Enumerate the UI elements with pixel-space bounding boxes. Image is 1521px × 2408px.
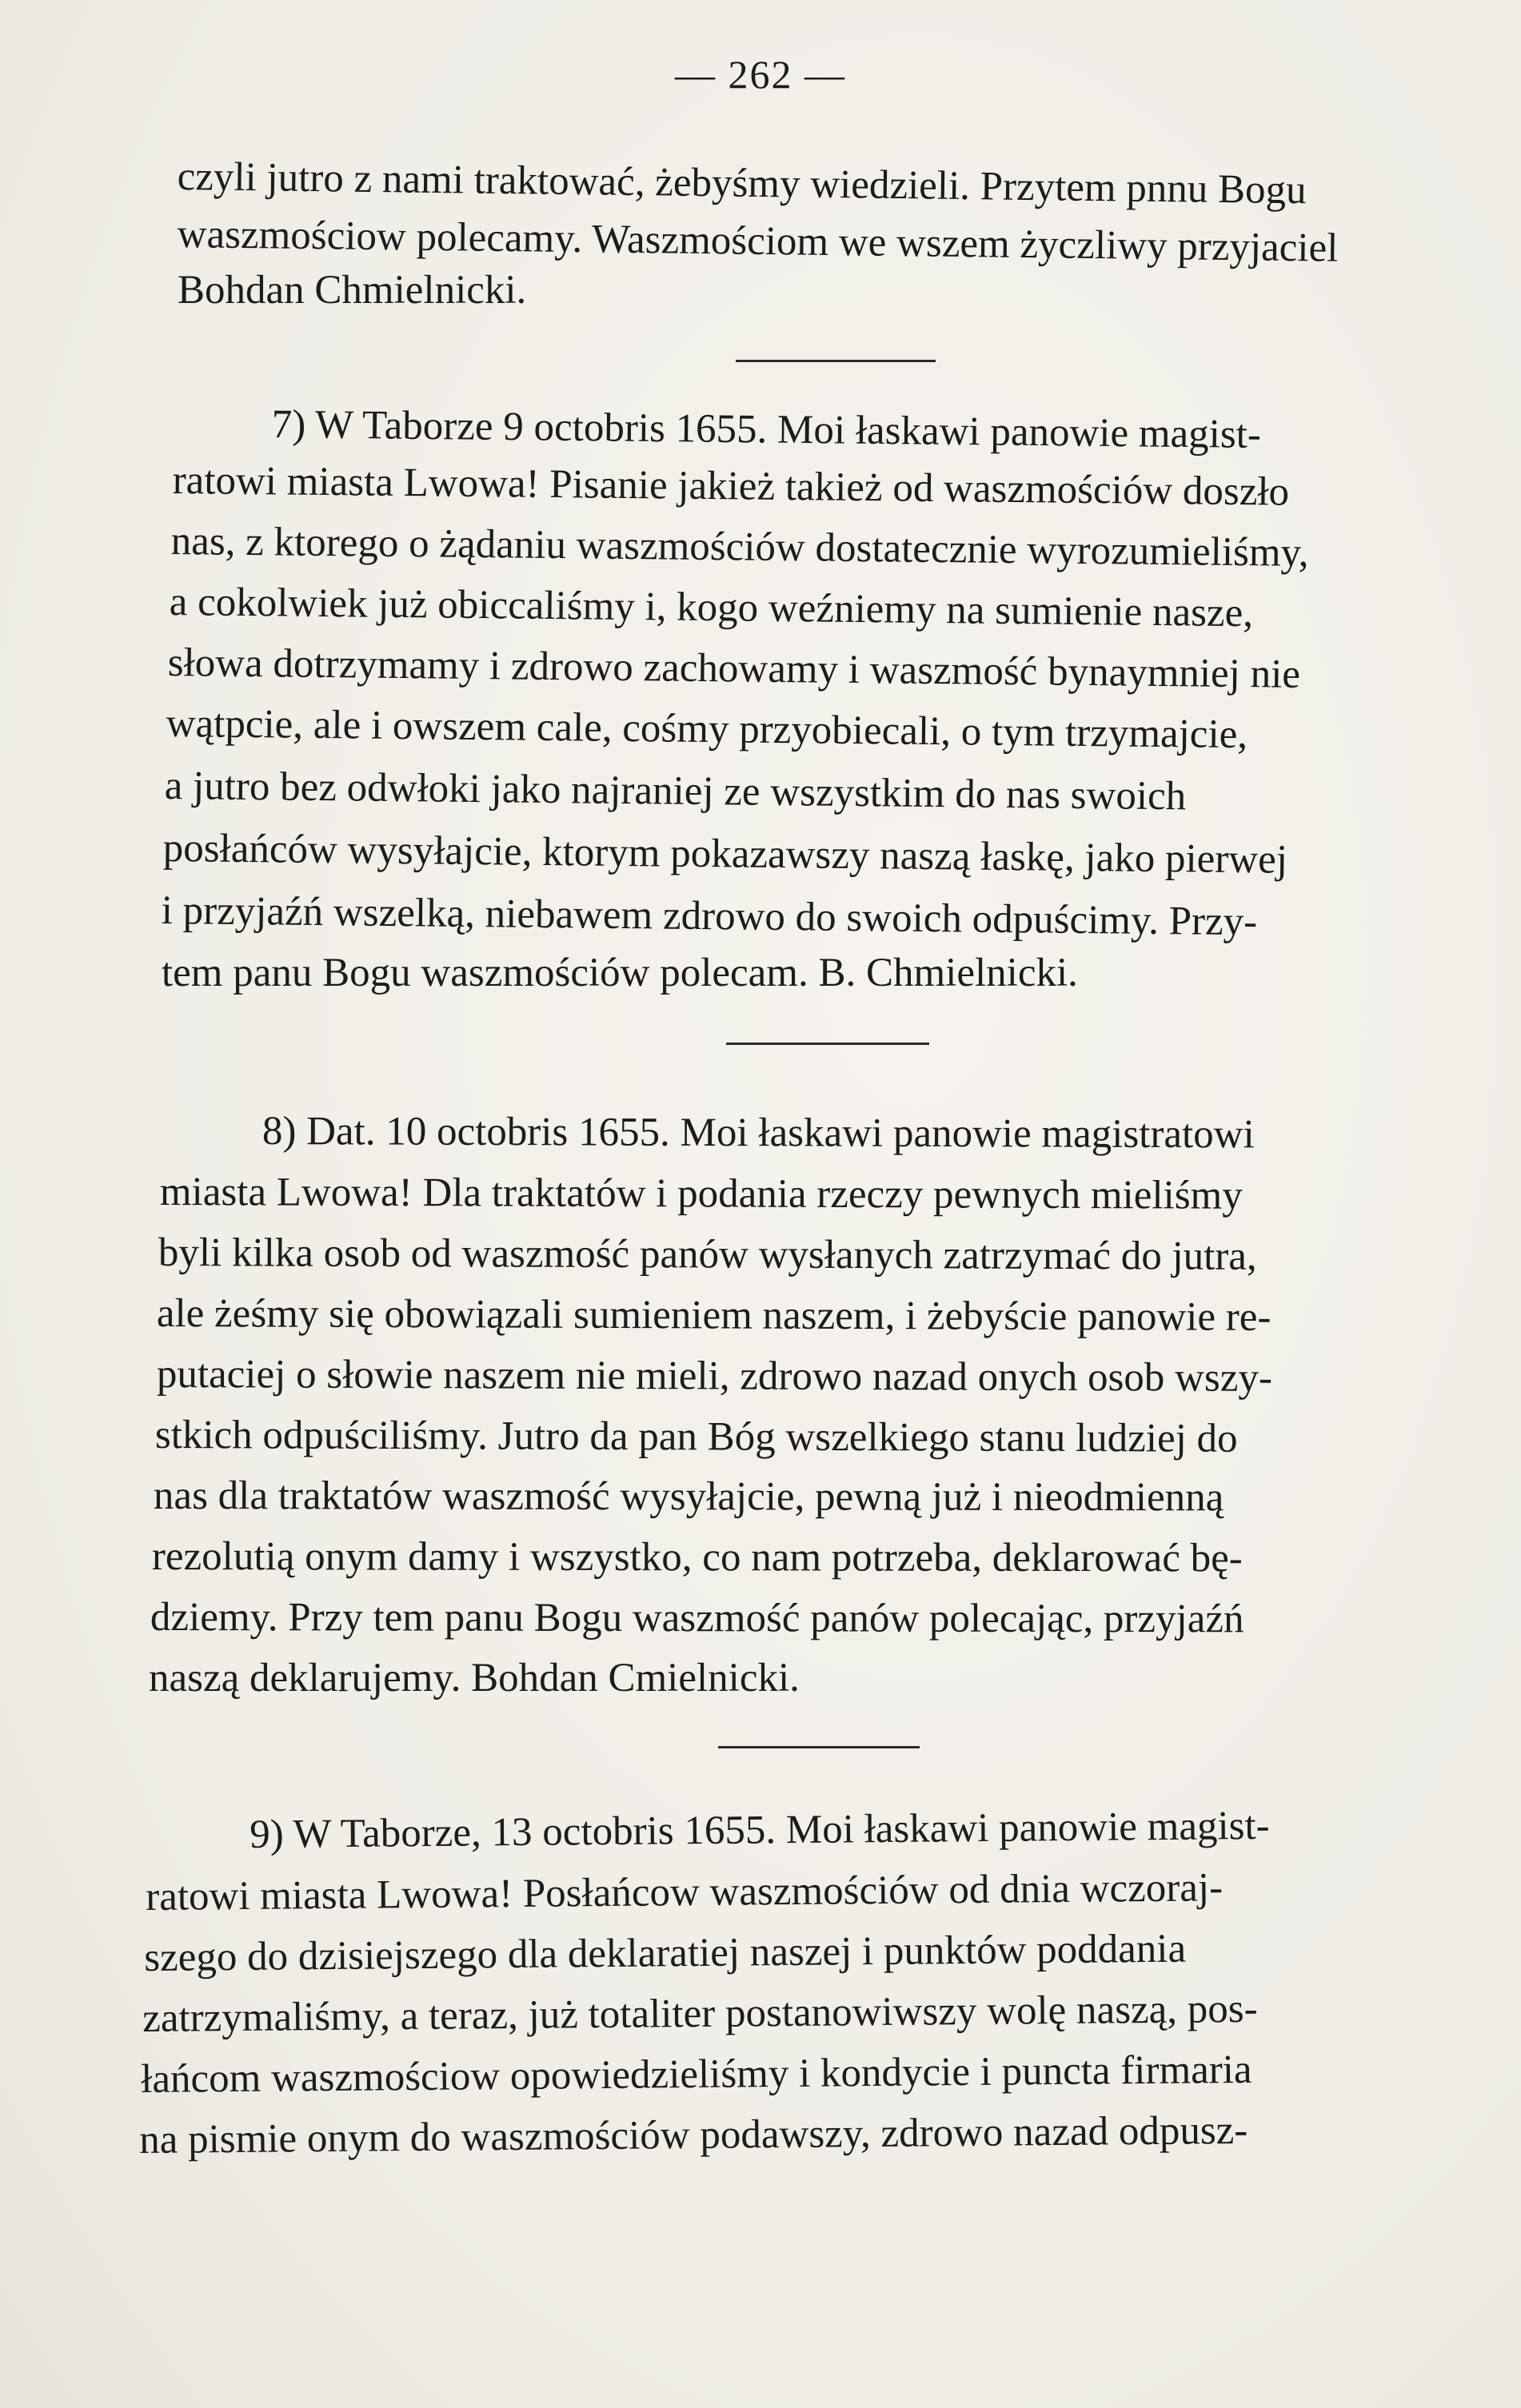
text-line: słowa dotrzymamy i zdrowo zachowamy i waszmość bynaymniej nie — [167, 640, 1301, 697]
text-line: tem panu Bogu waszmościów polecam. B. Chmielnicki. — [162, 951, 1078, 995]
text-line: Bohdan Chmielnicki. — [178, 268, 527, 313]
text-line: a cokolwiek już obiccaliśmy i, kogo weźniemy na sumienie nasze, — [169, 580, 1254, 636]
separator-rule — [726, 1043, 929, 1045]
text-line: byli kilka osob od waszmość panów wysłanych zatrzymać do jutra, — [158, 1230, 1257, 1279]
text-line: czyli jutro z nami traktować, żebyśmy wiedzieli. Przytem pnnu Bogu — [177, 154, 1307, 213]
text-line: 7) W Taborze 9 octobris 1655. Moi łaskawi panowie magist- — [271, 402, 1262, 457]
text-line: i przyjaźń wszelką, niebawem zdrowo do swoich odpuścimy. Przy- — [161, 888, 1258, 945]
text-line: nas, z ktorego o żądaniu waszmościów dostatecznie wyrozumieliśmy, — [170, 519, 1309, 576]
text-line: ale żeśmy się obowiązali sumieniem naszem, i żebyście panowie re- — [156, 1291, 1271, 1340]
text-line: posłańców wysyłajcie, ktorym pokazawszy naszą łaskę, jako pierwej — [162, 826, 1288, 883]
text-line: waszmościow polecamy. Waszmościom we wszem życzliwy przyjaciel — [177, 212, 1339, 271]
text-line: na pismie onym do waszmościów podawszy, zdrowo nazad odpusz- — [138, 2107, 1248, 2163]
text-line: 9) W Taborze, 13 octobris 1655. Moi łaskawi panowie magist- — [249, 1803, 1270, 1857]
text-line: a jutro bez odwłoki jako najraniej ze wszystkim do nas swoich — [164, 763, 1187, 819]
text-line: naszą deklarujemy. Bohdan Cmielnicki. — [149, 1656, 800, 1700]
text-line: putaciej o słowie naszem nie mieli, zdrowo nazad onych osob wszy- — [156, 1352, 1273, 1401]
separator-rule — [736, 360, 936, 362]
text-line: nas dla traktatów waszmość wysyłajcie, pewną już i nieodmienną — [153, 1473, 1224, 1521]
text-line: rezolutią onym damy i wszystko, co nam potrzeba, deklarować bę- — [151, 1534, 1243, 1581]
text-line: dziemy. Przy tem panu Bogu waszmość panów polecając, przyjaźń — [150, 1595, 1244, 1642]
text-line: szego do dzisiejszego dla deklaratiej naszej i punktów poddania — [143, 1926, 1187, 1980]
separator-rule — [718, 1746, 920, 1748]
page-number: — 262 — — [675, 52, 846, 97]
text-line: stkich odpuściliśmy. Jutro da pan Bóg wszelkiego stanu ludziej do — [154, 1413, 1238, 1461]
text-line: 8) Dat. 10 octobris 1655. Moi łaskawi panowie magistratowi — [261, 1109, 1255, 1158]
text-line: ratowi miasta Lwowa! Pisanie jakież takież od waszmościów doszło — [172, 458, 1290, 515]
text-line: wątpcie, ale i owszem cale, cośmy przyobiecali, o tym trzymajcie, — [166, 701, 1248, 758]
text-line: ratowi miasta Lwowa! Posłańcow waszmościów od dnia wczoraj- — [145, 1865, 1224, 1920]
text-line: miasta Lwowa! Dla traktatów i podania rzeczy pewnych mieliśmy — [159, 1170, 1243, 1218]
text-line: zatrzymaliśmy, a teraz, już totaliter postanowiwszy wolę naszą, pos- — [142, 1986, 1258, 2041]
text-line: łańcom waszmościow opowiedzieliśmy i kondycie i puncta firmaria — [140, 2047, 1252, 2102]
